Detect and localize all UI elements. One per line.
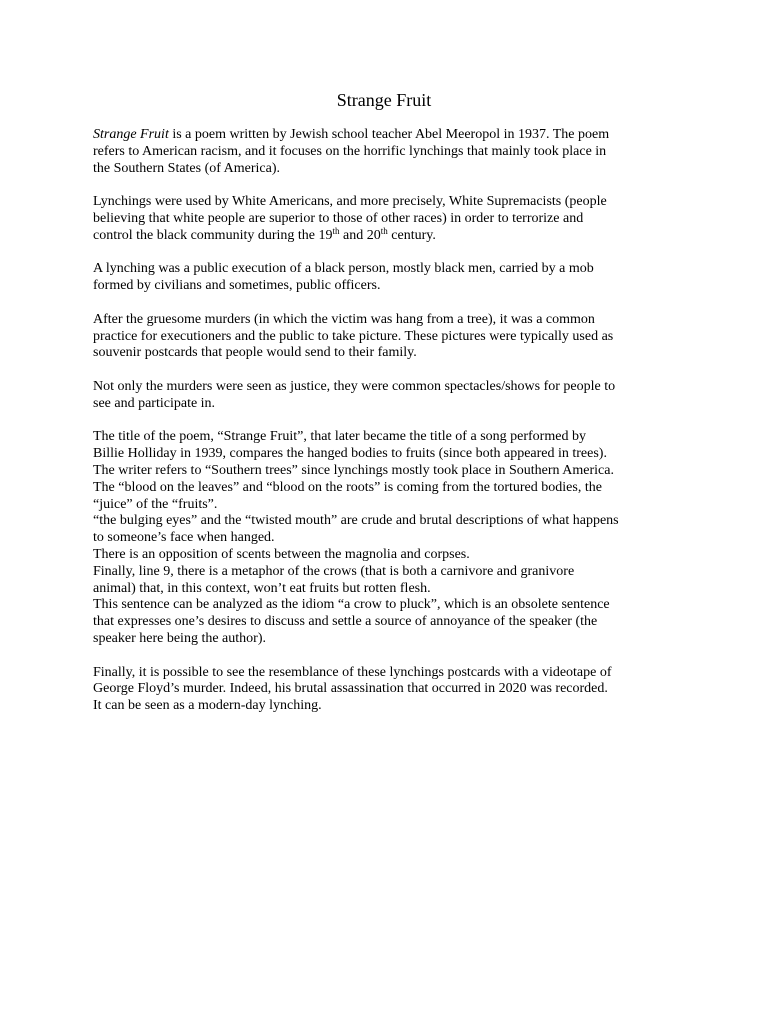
text-line: The “blood on the leaves” and “blood on the roots” is coming from the tortured bodies, the bbox=[93, 479, 602, 495]
text-line: The title of the poem, “Strange Fruit”, that later became the title of a song performed by bbox=[93, 429, 586, 445]
text-line: George Floyd’s murder. Indeed, his brutal assassination that occurred in 2020 was recorded. bbox=[93, 681, 608, 697]
text-line: to someone’s face when hanged. bbox=[93, 530, 275, 546]
text-line: speaker here being the author). bbox=[93, 630, 266, 646]
text-line: that expresses one’s desires to discuss and settle a source of annoyance of the speaker (the bbox=[93, 614, 598, 630]
document-title: Strange Fruit bbox=[336, 90, 432, 110]
text-line: practice for executioners and the public to take picture. These pictures were typically used as bbox=[93, 328, 614, 344]
text-line: formed by civilians and sometimes, public officers. bbox=[93, 278, 381, 294]
text-line: souvenir postcards that people would send to their family. bbox=[93, 345, 417, 361]
text-line: see and participate in. bbox=[93, 395, 216, 411]
paragraph-postcards bbox=[93, 312, 683, 362]
text-line bbox=[93, 127, 683, 144]
text-line: After the gruesome murders (in which the victim was hang from a tree), it was a common bbox=[93, 311, 595, 327]
text-line: Lynchings were used by White Americans, and more precisely, White Supremacists (people bbox=[93, 194, 607, 210]
text-line: A lynching was a public execution of a black person, mostly black men, carried by a mob bbox=[93, 261, 594, 277]
text-line: The writer refers to “Southern trees” since lynchings mostly took place in Southern America. bbox=[93, 462, 614, 478]
superscript: th bbox=[380, 225, 388, 236]
text-segment: century. bbox=[387, 227, 436, 243]
paragraph-analysis bbox=[93, 429, 683, 647]
text-line: animal) that, in this context, won’t eat fruits but rotten flesh. bbox=[93, 580, 431, 596]
paragraph-conclusion bbox=[93, 665, 683, 715]
paragraph-intro bbox=[93, 127, 683, 177]
superscript: th bbox=[332, 225, 340, 236]
text-segment: is a poem written by Jewish school teacher Abel Meeropol in 1937. The poem bbox=[168, 127, 610, 142]
text-line: Not only the murders were seen as justice, they were common spectacles/shows for people to bbox=[93, 378, 616, 394]
text-line: Billie Holliday in 1939, compares the hanged bodies to fruits (since both appeared in trees). bbox=[93, 446, 607, 462]
paragraph-spectacles bbox=[93, 379, 683, 413]
text-line: the Southern States (of America). bbox=[93, 160, 281, 176]
paragraph-lynching-definition bbox=[93, 261, 683, 295]
text-line bbox=[93, 225, 683, 245]
text-line: It can be seen as a modern-day lynching. bbox=[93, 698, 322, 714]
text-line: Finally, line 9, there is a metaphor of the crows (that is both a carnivore and granivore bbox=[93, 563, 575, 579]
text-segment: control the black community during the 19 bbox=[93, 227, 333, 243]
text-line: “the bulging eyes” and the “twisted mouth” are crude and brutal descriptions of what happens bbox=[93, 513, 619, 529]
text-line: Finally, it is possible to see the resemblance of these lynchings postcards with a videotape of bbox=[93, 664, 612, 680]
text-line: refers to American racism, and it focuses on the horrific lynchings that mainly took place in bbox=[93, 143, 607, 159]
text-line: believing that white people are superior to those of other races) in order to terrorize and bbox=[93, 210, 584, 226]
poem-title-italic: Strange Fruit bbox=[93, 127, 169, 142]
paragraph-lynchings-purpose bbox=[93, 194, 683, 244]
text-segment: and 20 bbox=[339, 227, 381, 243]
document-body bbox=[93, 127, 683, 732]
text-line: This sentence can be analyzed as the idiom “a crow to pluck”, which is an obsolete sentence bbox=[93, 597, 610, 613]
text-line: There is an opposition of scents between the magnolia and corpses. bbox=[93, 546, 470, 562]
text-line: “juice” of the “fruits”. bbox=[93, 496, 218, 512]
